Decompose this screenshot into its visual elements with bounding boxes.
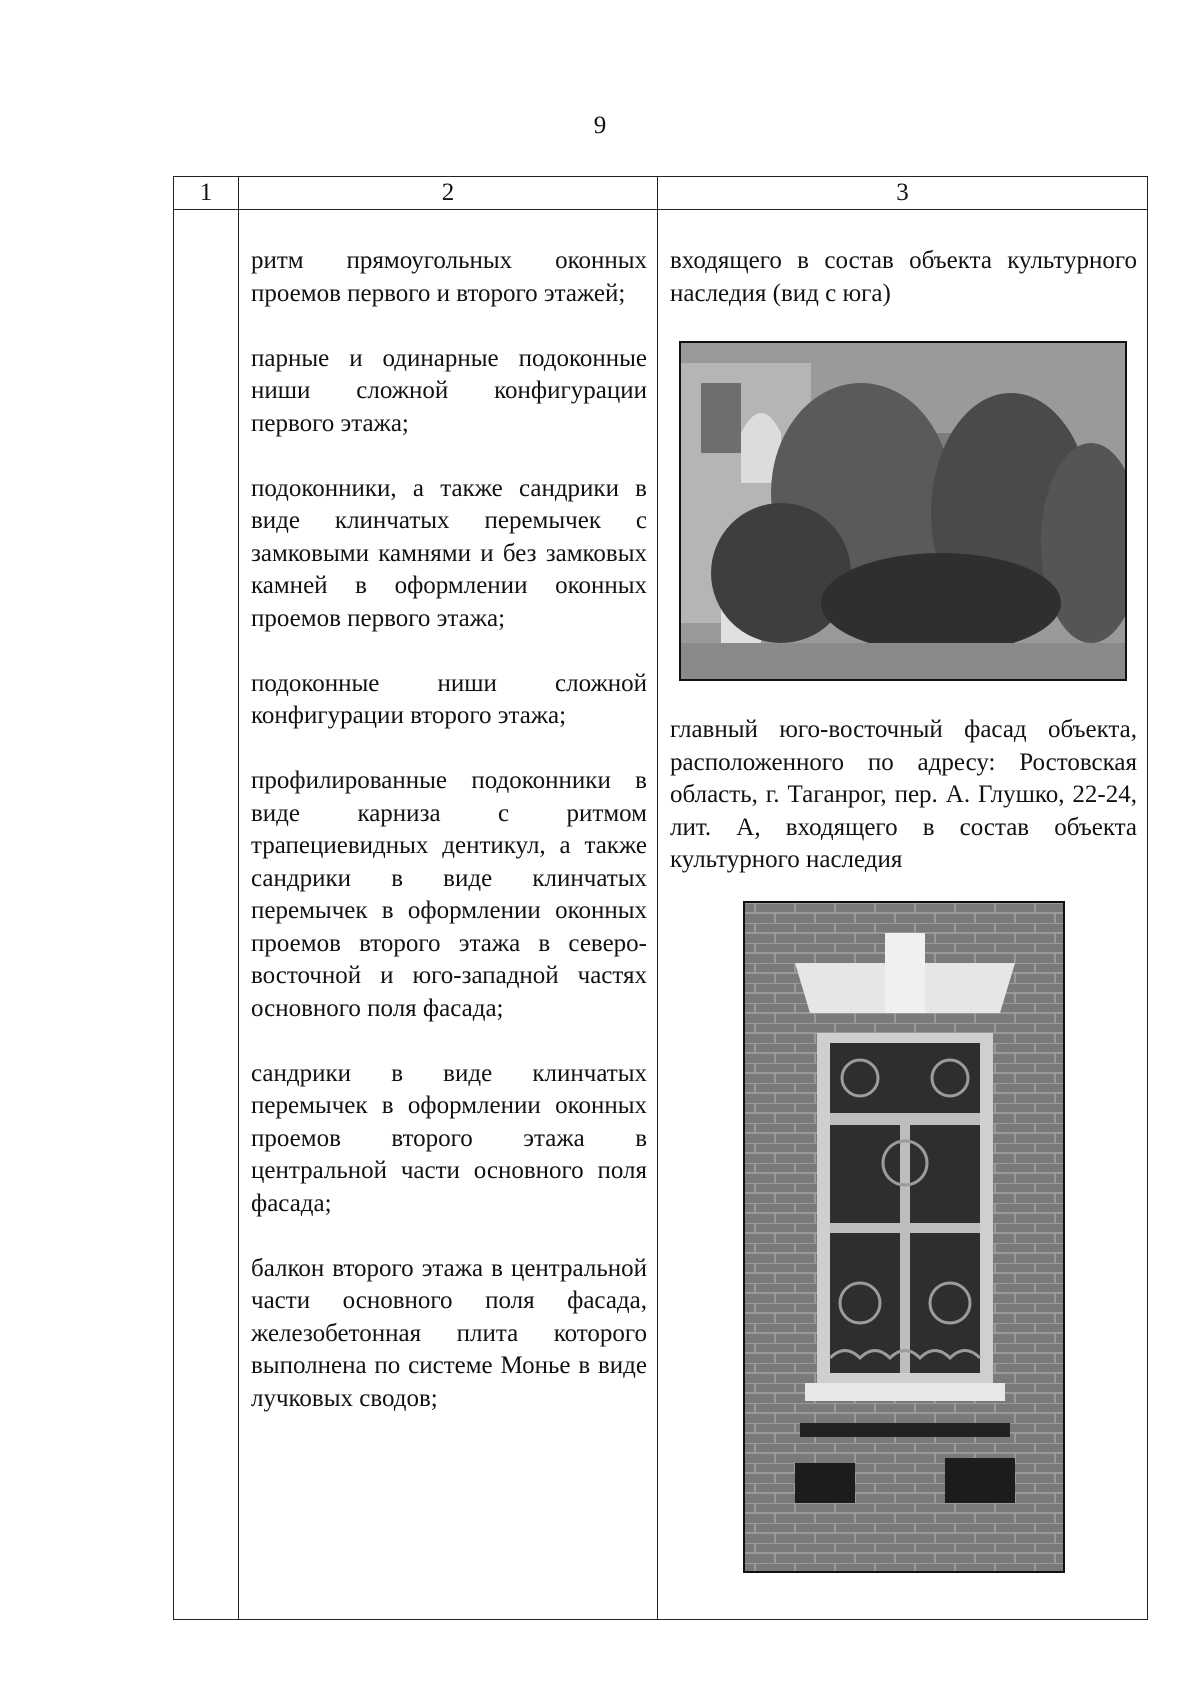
feature-item: профилированные подоконники в виде карниза с ритмом трапециевидных дентикул, а также сандрики в виде клинчатых перемычек в оформлении оконных проемов второго этажа в северо-восточной и юго-западной частях основного поля фасада; bbox=[251, 767, 647, 1022]
heritage-table bbox=[173, 176, 1148, 1620]
header-cell-1: 1 bbox=[174, 177, 239, 210]
header-cell-3: 3 bbox=[658, 177, 1148, 210]
photos-cell bbox=[658, 210, 1148, 1620]
window-facade-photo bbox=[743, 901, 1065, 1573]
feature-item: ритм прямоугольных оконных проемов первого и второго этажей; bbox=[251, 247, 647, 307]
page-number: 9 bbox=[593, 112, 607, 139]
feature-item: балкон второго этажа в центральной части основного поля фасада, железобетонная плита которого выполнена по системе Монье в виде лучковых сводов; bbox=[251, 1254, 647, 1412]
feature-item: подоконные ниши сложной конфигурации второго этажа; bbox=[251, 669, 647, 729]
header-cell-2: 2 bbox=[239, 177, 658, 210]
building-south-view-photo bbox=[679, 341, 1127, 681]
photo-caption-1: входящего в состав объекта культурного наследия (вид с юга) bbox=[670, 247, 1137, 307]
feature-item: парные и одинарные подоконные ниши сложной конфигурации первого этажа; bbox=[251, 344, 647, 437]
features-cell bbox=[239, 210, 658, 1620]
number-cell bbox=[174, 210, 239, 1620]
photo-caption-2: главный юго-восточный фасад объекта, расположенного по адресу: Ростовская область, г. Таганрог, пер. А. Глушко, 22-24, лит. А, входящего в состав объекта культурного наследия bbox=[670, 716, 1137, 873]
header-row bbox=[174, 177, 1148, 210]
body-row bbox=[174, 210, 1148, 1620]
feature-item: подоконники, а также сандрики в виде клинчатых перемычек с замковыми камнями и без замковых камней в оформлении оконных проемов первого этажа; bbox=[251, 474, 647, 632]
feature-item: сандрики в виде клинчатых перемычек в оформлении оконных проемов второго этажа в центральной части основного поля фасада; bbox=[251, 1059, 647, 1217]
